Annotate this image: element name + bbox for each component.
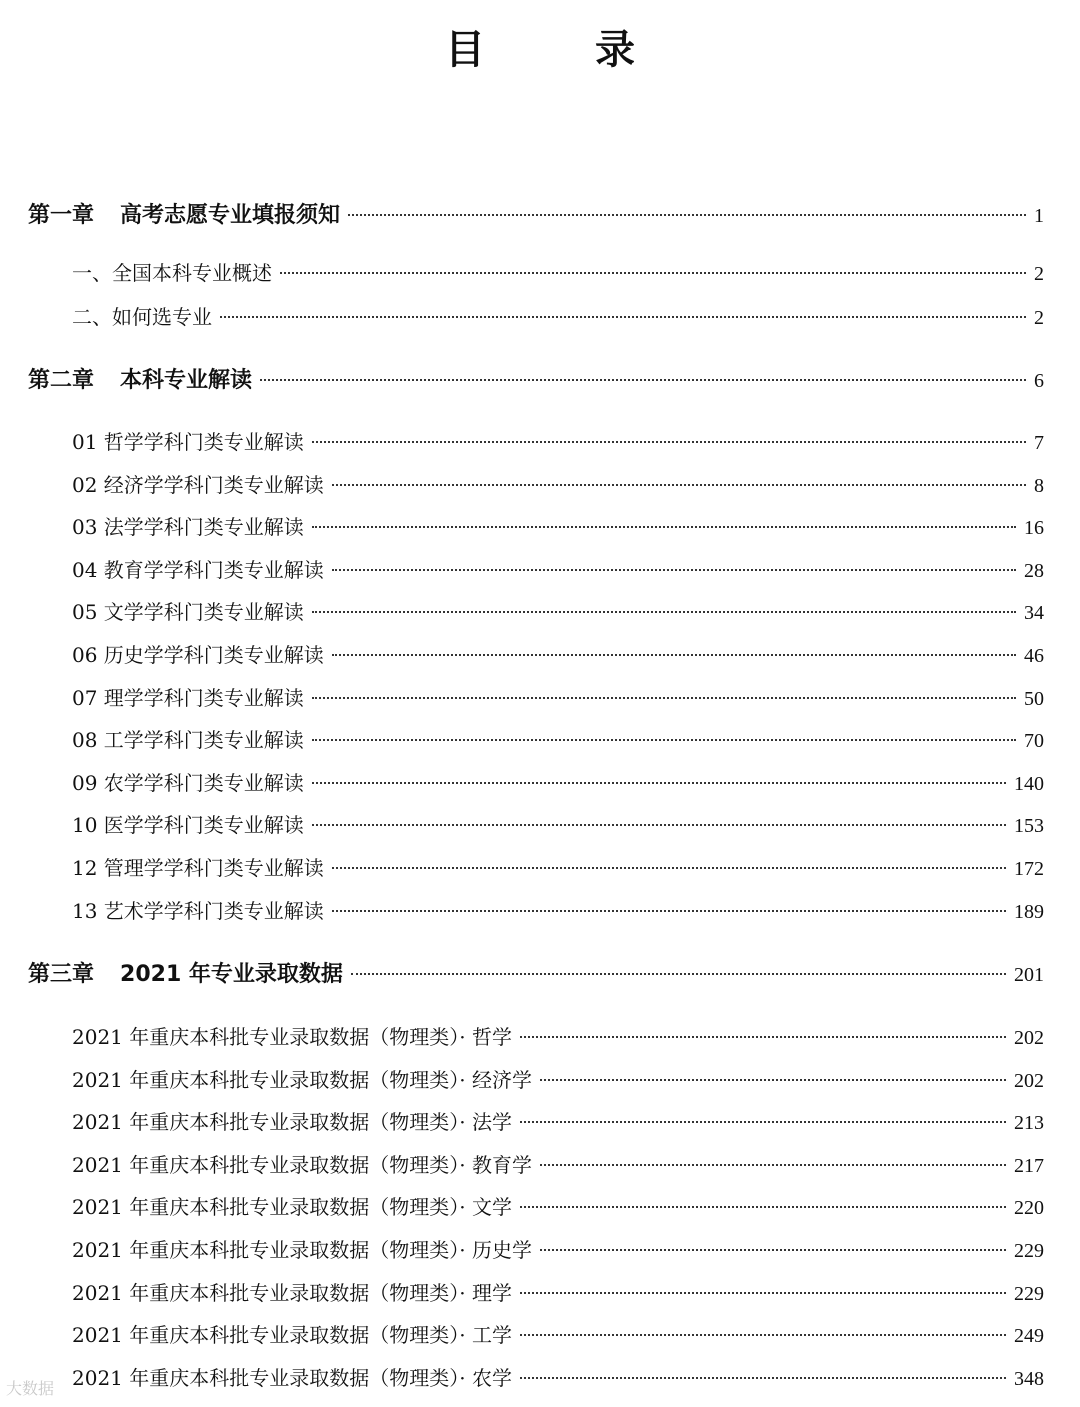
page-number: 2 <box>1034 307 1044 329</box>
leader-dots <box>312 441 1026 443</box>
toc-entry[interactable] <box>72 768 1044 798</box>
leader-dots <box>312 824 1006 826</box>
page-number: 6 <box>1034 370 1044 392</box>
page-number: 153 <box>1014 815 1044 837</box>
leader-dots <box>312 611 1016 613</box>
toc-chapter-2[interactable] <box>28 366 1044 396</box>
page-number: 229 <box>1014 1240 1044 1262</box>
leader-dots <box>332 867 1006 869</box>
entry-title: 04 教育学学科门类专业解读 <box>72 558 324 582</box>
page-number: 8 <box>1034 475 1044 497</box>
page-number: 348 <box>1014 1368 1044 1390</box>
leader-dots <box>280 272 1026 274</box>
toc-entry[interactable] <box>72 683 1044 713</box>
leader-dots <box>348 214 1026 216</box>
entry-title: 10 医学学科门类专业解读 <box>72 813 304 837</box>
leader-dots <box>332 484 1026 486</box>
entry-title: 2021 年重庆本科批专业录取数据（物理类）· 法学 <box>72 1110 512 1134</box>
page-number: 202 <box>1014 1027 1044 1049</box>
toc-chapter-3[interactable] <box>28 960 1044 990</box>
toc-entry[interactable] <box>72 555 1044 585</box>
toc-entry[interactable] <box>72 597 1044 627</box>
page-number: 220 <box>1014 1197 1044 1219</box>
toc-entry[interactable] <box>72 427 1044 457</box>
entry-title: 2021 年重庆本科批专业录取数据（物理类）· 教育学 <box>72 1153 532 1177</box>
page-number: 202 <box>1014 1070 1044 1092</box>
page-number: 7 <box>1034 432 1044 454</box>
chapter-title: 高考志愿专业填报须知 <box>120 203 341 228</box>
leader-dots <box>520 1292 1006 1294</box>
toc-entry[interactable] <box>72 853 1044 883</box>
page-number: 217 <box>1014 1155 1044 1177</box>
leader-dots <box>260 379 1026 381</box>
page-number: 16 <box>1024 517 1044 539</box>
toc-entry[interactable] <box>72 258 1044 288</box>
leader-dots <box>332 569 1016 571</box>
entry-title: 2021 年重庆本科批专业录取数据（物理类）· 经济学 <box>72 1068 532 1092</box>
page-number: 2 <box>1034 263 1044 285</box>
leader-dots <box>520 1206 1006 1208</box>
toc-entry[interactable] <box>72 1150 1044 1180</box>
toc-entry[interactable] <box>72 1022 1044 1052</box>
leader-dots <box>312 526 1016 528</box>
page-number: 213 <box>1014 1112 1044 1134</box>
chapter-title: 本科专业解读 <box>120 368 253 393</box>
page-number: 50 <box>1024 688 1044 710</box>
toc-entry[interactable] <box>72 1065 1044 1095</box>
page-number: 46 <box>1024 645 1044 667</box>
entry-title: 02 经济学学科门类专业解读 <box>72 473 324 497</box>
leader-dots <box>520 1121 1006 1123</box>
toc-entry[interactable] <box>72 896 1044 926</box>
page-title: 目 录 <box>445 27 683 73</box>
toc-entry[interactable] <box>72 302 1044 332</box>
page-number: 189 <box>1014 901 1044 923</box>
chapter-number: 第三章 <box>28 962 95 987</box>
page-number: 140 <box>1014 773 1044 795</box>
entry-title: 2021 年重庆本科批专业录取数据（物理类）· 历史学 <box>72 1238 532 1262</box>
entry-title: 01 哲学学科门类专业解读 <box>72 430 304 454</box>
entry-title: 07 理学学科门类专业解读 <box>72 686 304 710</box>
leader-dots <box>540 1079 1006 1081</box>
toc-entry[interactable] <box>72 810 1044 840</box>
watermark: 大数据 <box>6 1379 55 1398</box>
leader-dots <box>520 1036 1006 1038</box>
page-number: 28 <box>1024 560 1044 582</box>
chapter-title: 2021 年专业录取数据 <box>120 962 343 987</box>
toc-entry[interactable] <box>72 1363 1044 1393</box>
entry-title: 2021 年重庆本科批专业录取数据（物理类）· 理学 <box>72 1281 512 1305</box>
entry-title: 06 历史学学科门类专业解读 <box>72 643 324 667</box>
leader-dots <box>220 316 1026 318</box>
leader-dots <box>540 1164 1006 1166</box>
entry-title: 2021 年重庆本科批专业录取数据（物理类）· 农学 <box>72 1366 512 1390</box>
leader-dots <box>520 1334 1006 1336</box>
toc-entry[interactable] <box>72 1320 1044 1350</box>
leader-dots <box>332 654 1016 656</box>
leader-dots <box>312 739 1016 741</box>
leader-dots <box>351 973 1006 975</box>
leader-dots <box>312 782 1006 784</box>
page-number: 229 <box>1014 1283 1044 1305</box>
page-number: 172 <box>1014 858 1044 880</box>
toc-entry[interactable] <box>72 1107 1044 1137</box>
toc-chapter-1[interactable] <box>28 201 1044 231</box>
chapter-number: 第一章 <box>28 203 95 228</box>
toc-entry[interactable] <box>72 1192 1044 1222</box>
leader-dots <box>540 1249 1006 1251</box>
entry-title: 09 农学学科门类专业解读 <box>72 771 304 795</box>
entry-title: 2021 年重庆本科批专业录取数据（物理类）· 哲学 <box>72 1025 512 1049</box>
entry-title: 03 法学学科门类专业解读 <box>72 515 304 539</box>
page-number: 249 <box>1014 1325 1044 1347</box>
toc-entry[interactable] <box>72 512 1044 542</box>
leader-dots <box>520 1377 1006 1379</box>
toc-entry[interactable] <box>72 725 1044 755</box>
toc-entry[interactable] <box>72 640 1044 670</box>
page-number: 1 <box>1034 205 1044 227</box>
entry-title: 12 管理学学科门类专业解读 <box>72 856 324 880</box>
entry-title: 08 工学学科门类专业解读 <box>72 728 304 752</box>
entry-title: 05 文学学科门类专业解读 <box>72 600 304 624</box>
toc-entry[interactable] <box>72 470 1044 500</box>
page-number: 34 <box>1024 602 1044 624</box>
entry-title: 2021 年重庆本科批专业录取数据（物理类）· 文学 <box>72 1195 512 1219</box>
entry-title: 一、全国本科专业概述 <box>72 261 272 285</box>
entry-title: 二、如何选专业 <box>72 305 212 329</box>
entry-title: 2021 年重庆本科批专业录取数据（物理类）· 工学 <box>72 1323 512 1347</box>
leader-dots <box>312 697 1016 699</box>
chapter-number: 第二章 <box>28 368 95 393</box>
page-number: 201 <box>1014 964 1044 986</box>
entry-title: 13 艺术学学科门类专业解读 <box>72 899 324 923</box>
leader-dots <box>332 910 1006 912</box>
toc-entry[interactable] <box>72 1235 1044 1265</box>
page-number: 70 <box>1024 730 1044 752</box>
toc-entry[interactable] <box>72 1278 1044 1308</box>
